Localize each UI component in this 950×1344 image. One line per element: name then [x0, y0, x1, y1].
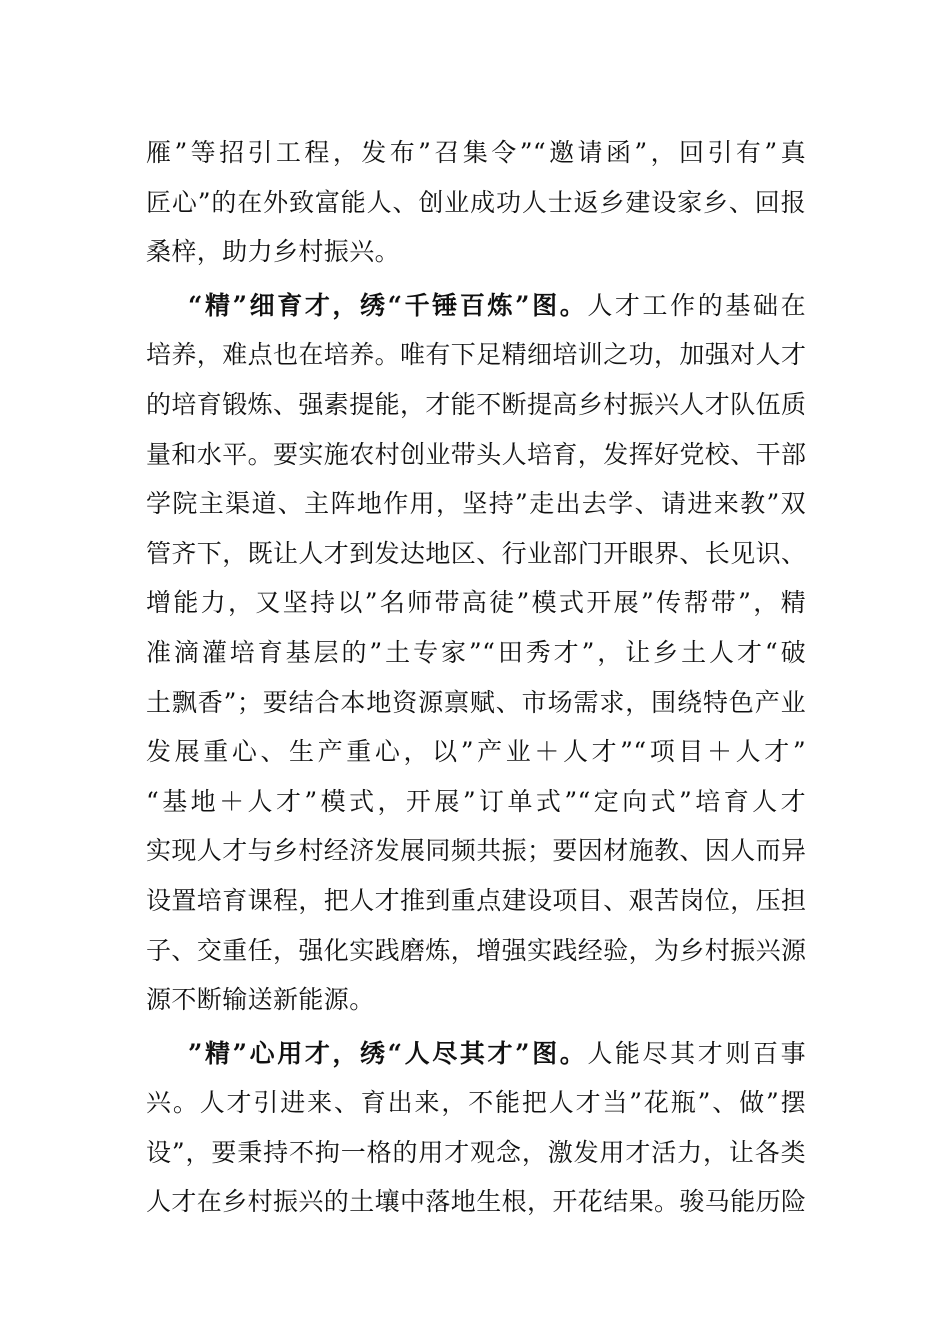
paragraph-line: 桑梓，助力乡村振兴。: [146, 237, 401, 267]
paragraph-line: 管齐下，既让人才到发达地区、行业部门开眼界、长见识、: [146, 538, 807, 568]
paragraph-line: 学院主渠道、主阵地作用，坚持”走出去学、请进来教”双: [146, 489, 806, 519]
paragraph-line: “基地＋人才”模式，开展”订单式”“定向式”培育人才: [146, 786, 806, 816]
paragraph-line: 子、交重任，强化实践磨炼，增强实践经验，为乡村振兴源: [146, 935, 807, 965]
paragraph-heading: “精”细育才，绣“千锤百炼”图。: [188, 290, 588, 320]
paragraph-line: 雁”等招引工程，发布”召集令”“邀请函”，回引有”真: [146, 138, 806, 167]
paragraph-1: [146, 128, 806, 277]
paragraph-line: 的培育锻炼、强素提能，才能不断提高乡村振兴人才队伍质: [146, 389, 807, 419]
paragraph-heading: ”精”心用才，绣“人尽其才”图。: [188, 1038, 588, 1068]
paragraph-line: 增能力，又坚持以”名师带高徒”模式开展”传帮带”，精: [146, 588, 806, 618]
paragraph-line: 准滴灌培育基层的”土专家”“田秀才”，让乡土人才“破: [146, 637, 806, 667]
paragraph-line: 实现人才与乡村经济发展同频共振；要因材施教、因人而异: [146, 836, 807, 866]
paragraph-first-line-text: 人能尽其才则百事: [587, 1038, 806, 1068]
paragraph-line: 量和水平。要实施农村创业带头人培育，发挥好党校、干部: [146, 439, 807, 469]
paragraph-first-line-text: 人才工作的基础在: [587, 290, 806, 320]
paragraph-line: 源不断输送新能源。: [146, 985, 375, 1015]
paragraph-line: 匠心”的在外致富能人、创业成功人士返乡建设家乡、回报: [146, 187, 806, 217]
paragraph-line: 设”，要秉持不拘一格的用才观念，激发用才活力，让各类: [146, 1137, 806, 1167]
paragraph-line: 设置培育课程，把人才推到重点建设项目、艰苦岗位，压担: [146, 885, 807, 915]
document-body: [146, 128, 806, 1227]
paragraph-line: 发展重心、生产重心，以”产业＋人才”“项目＋人才”: [146, 737, 806, 767]
paragraph-first-line: [146, 1029, 806, 1079]
paragraph-line: 土飘香”；要结合本地资源禀赋、市场需求，围绕特色产业: [146, 687, 806, 717]
paragraph-2: [146, 281, 806, 1025]
paragraph-line: 兴。人才引进来、育出来，不能把人才当”花瓶”、做”摆: [146, 1088, 806, 1118]
paragraph-line: 培养，难点也在培养。唯有下足精细培训之功，加强对人才: [146, 340, 807, 370]
paragraph-first-line: [146, 281, 806, 331]
paragraph-3: [146, 1029, 806, 1227]
paragraph-line: 人才在乡村振兴的土壤中落地生根，开花结果。骏马能历险: [146, 1187, 807, 1217]
